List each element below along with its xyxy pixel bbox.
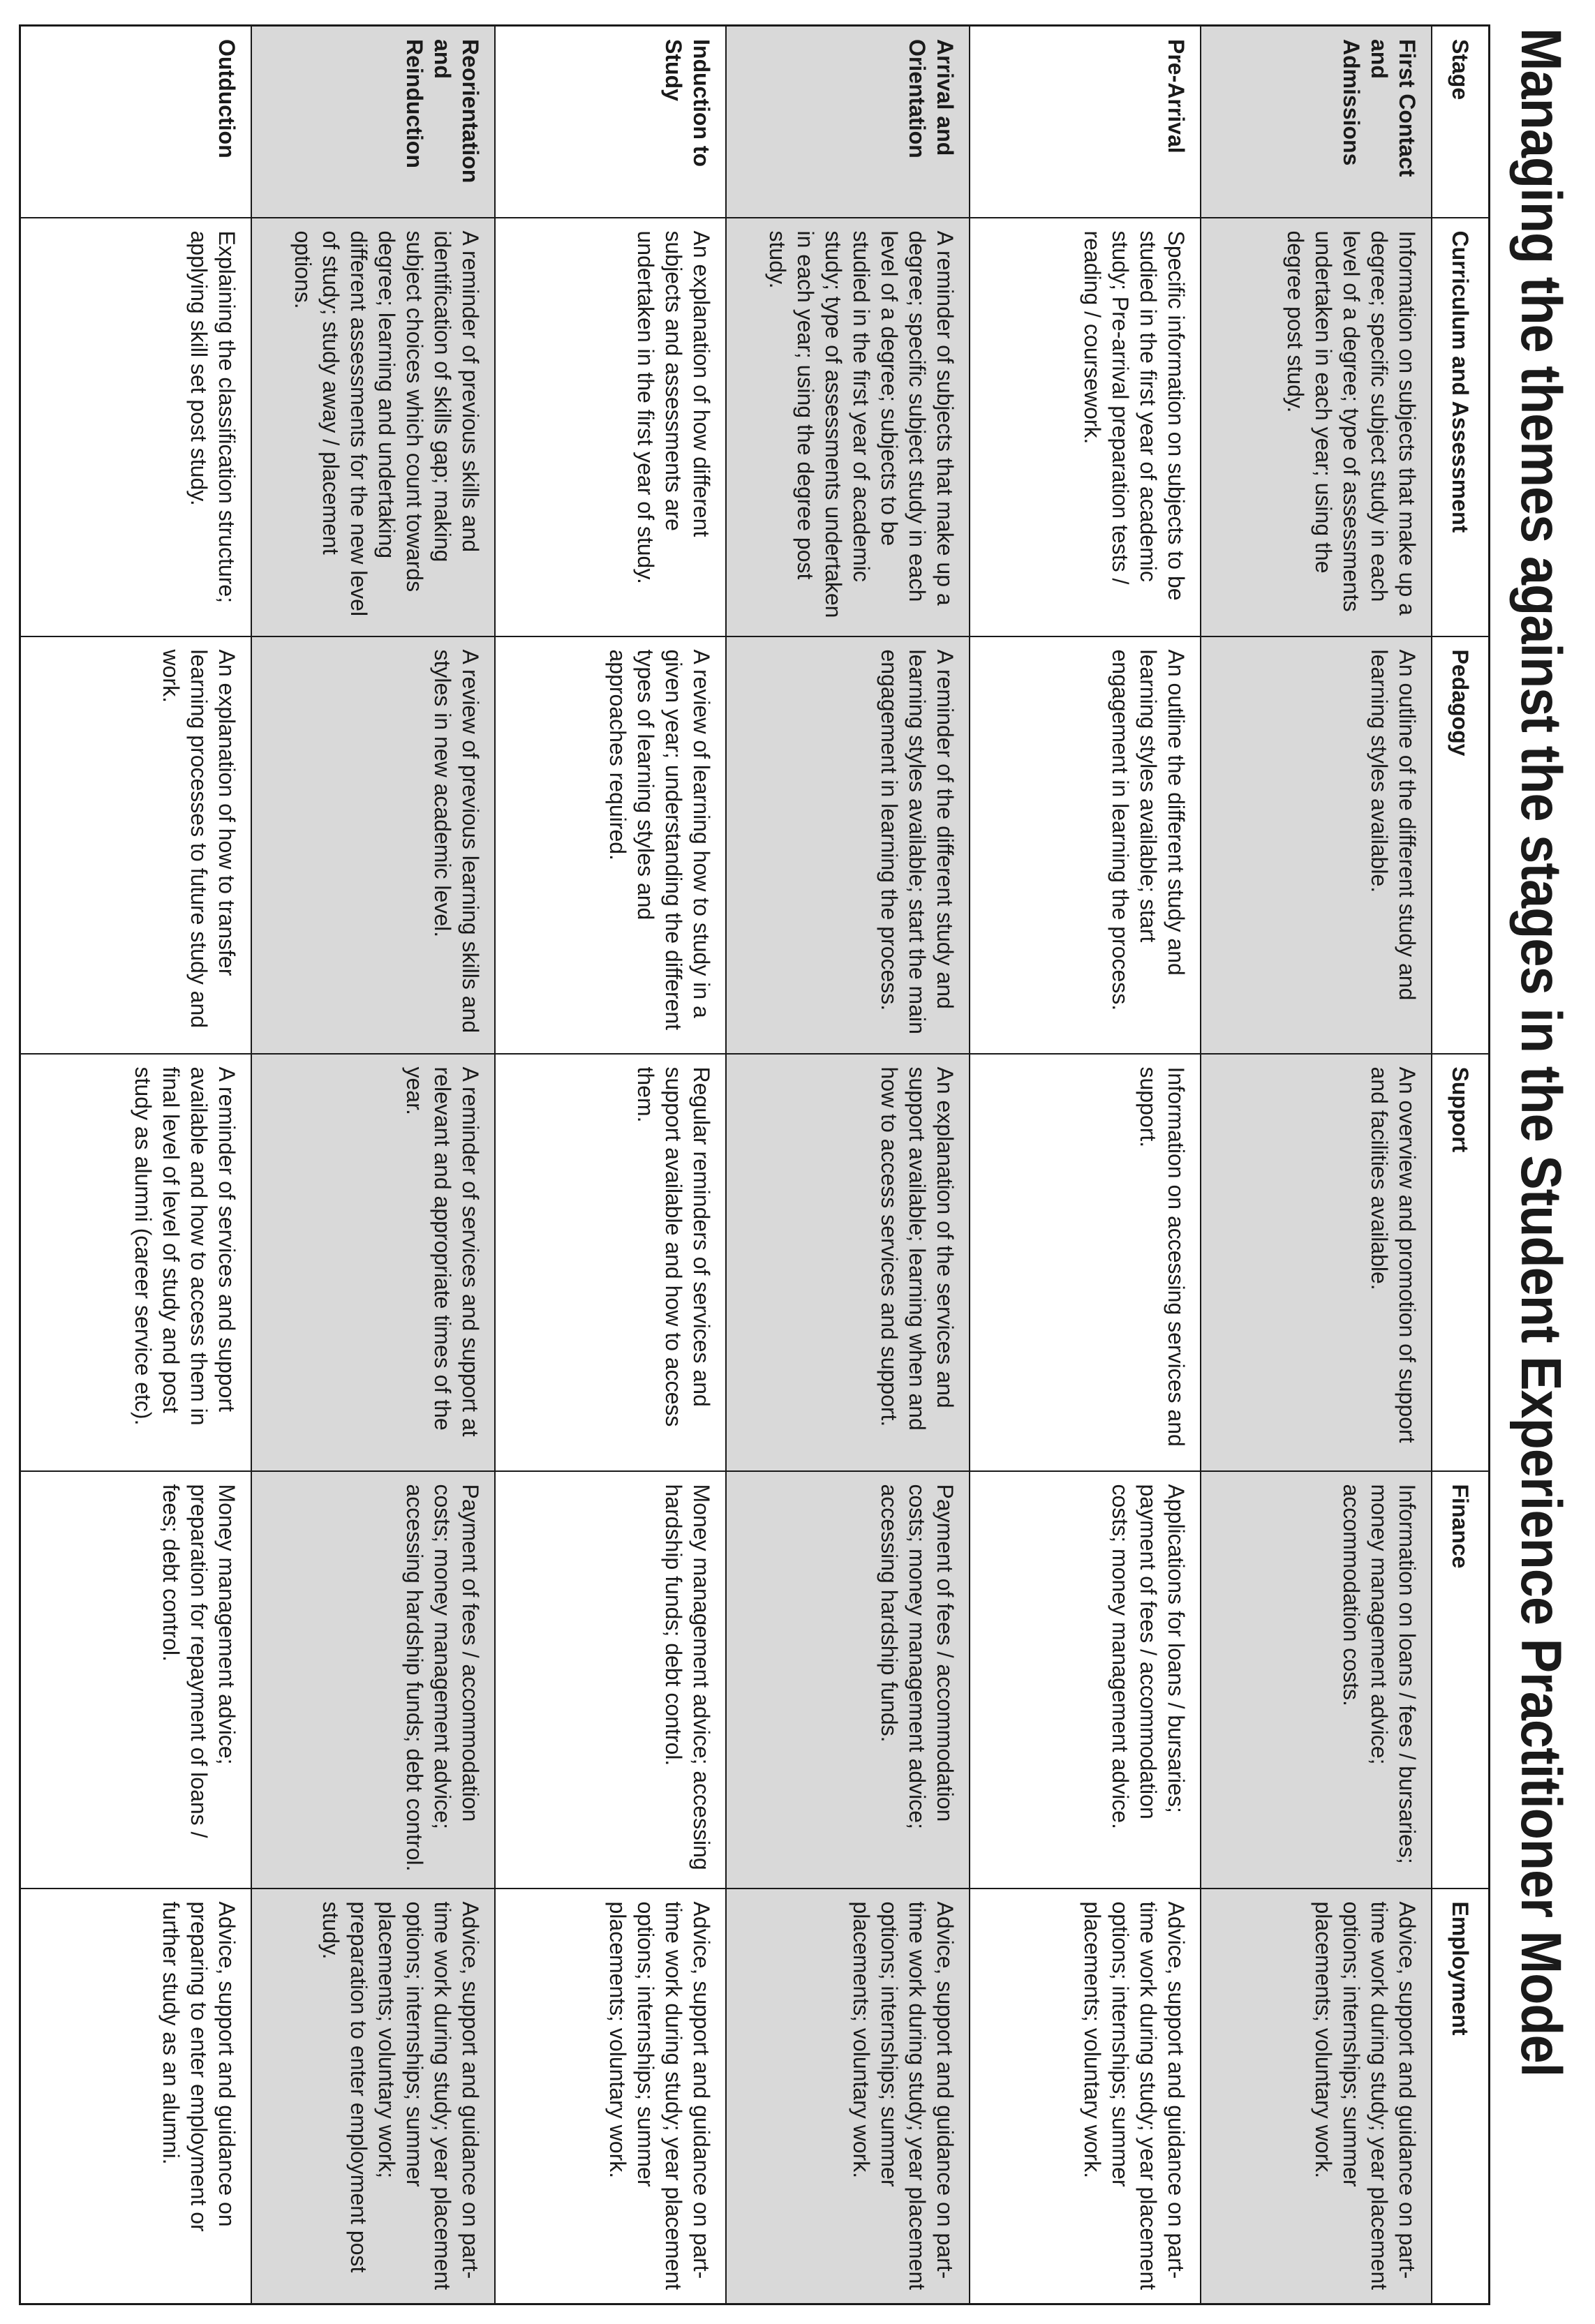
employment-cell: Advice, support and guidance on part-time work during study; year placement options; internships; summer placements; voluntary work. bbox=[495, 1889, 726, 2304]
finance-cell: Money management advice; accessing hardship funds; debt control. bbox=[495, 1471, 726, 1889]
finance-cell: Money management advice; preparation for repayment of loans / fees; debt control. bbox=[20, 1471, 251, 1889]
table-row bbox=[970, 26, 1201, 2304]
table-row bbox=[20, 26, 251, 2304]
pedagogy-cell: An outline the different study and learning styles available; start engagement in learning the process. bbox=[970, 636, 1201, 1054]
stage-cell: Induction to Study bbox=[495, 26, 726, 218]
page-title: Managing the themes against the stages in the Student Experience Practitioner Model bbox=[1509, 28, 1573, 2077]
employment-cell: Advice, support and guidance on preparing to enter employment or further study as an alumni. bbox=[20, 1889, 251, 2304]
header-employment: Employment bbox=[1432, 1889, 1490, 2304]
table-row bbox=[1201, 26, 1432, 2304]
pedagogy-cell: An outline of the different study and learning styles available. bbox=[1201, 636, 1432, 1054]
header-stage: Stage bbox=[1432, 26, 1490, 218]
employment-cell: Advice, support and guidance on part-time work during study; year placement options; internships; summer placements; voluntary work; preparation to enter employment post study. bbox=[251, 1889, 495, 2304]
finance-cell: Applications for loans / bursaries; payment of fees / accommodation costs; money management advice. bbox=[970, 1471, 1201, 1889]
stage-cell: Reorientation and Reinduction bbox=[251, 26, 495, 218]
header-pedagogy: Pedagogy bbox=[1432, 636, 1490, 1054]
pedagogy-cell: A review of previous learning skills and styles in new academic level. bbox=[251, 636, 495, 1054]
finance-cell: Payment of fees / accommodation costs; money management advice; accessing hardship funds. bbox=[726, 1471, 970, 1889]
table-header-row bbox=[1432, 26, 1490, 2304]
employment-cell: Advice, support and guidance on part-time work during study; year placement options; internships; summer placements; voluntary work. bbox=[726, 1889, 970, 2304]
pedagogy-cell: A reminder of the different study and learning styles available; start the main engagement in learning the process. bbox=[726, 636, 970, 1054]
employment-cell: Advice, support and guidance on part-time work during study; year placement options; internships; summer placements; voluntary work. bbox=[1201, 1889, 1432, 2304]
stage-cell: First Contact and Admissions bbox=[1201, 26, 1432, 218]
finance-cell: Information on loans / fees / bursaries; money management advice; accommodation costs. bbox=[1201, 1471, 1432, 1889]
support-cell: Regular reminders of services and support available and how to access them. bbox=[495, 1054, 726, 1471]
stage-cell: Arrival and Orientation bbox=[726, 26, 970, 218]
curriculum-cell: An explanation of how different subjects and assessments are undertaken in the first year of study. bbox=[495, 218, 726, 636]
header-support: Support bbox=[1432, 1054, 1490, 1471]
table-row bbox=[251, 26, 495, 2304]
header-curriculum: Curriculum and Assessment bbox=[1432, 218, 1490, 636]
curriculum-cell: Explaining the classification structure; applying skill set post study. bbox=[20, 218, 251, 636]
themes-stages-table bbox=[19, 24, 1490, 2305]
pedagogy-cell: An explanation of how to transfer learning processes to future study and work. bbox=[20, 636, 251, 1054]
pedagogy-cell: A review of learning how to study in a given year; understanding the different types of learning styles and approaches required. bbox=[495, 636, 726, 1054]
support-cell: An explanation of the services and support available; learning when and how to access services and support. bbox=[726, 1054, 970, 1471]
support-cell: A reminder of services and support available and how to access them in final level of level of study and post study as alumni (career service etc). bbox=[20, 1054, 251, 1471]
support-cell: A reminder of services and support at relevant and appropriate times of the year. bbox=[251, 1054, 495, 1471]
table-row bbox=[495, 26, 726, 2304]
curriculum-cell: Specific information on subjects to be studied in the first year of academic study; Pre-arrival preparation tests / reading / coursework. bbox=[970, 218, 1201, 636]
header-finance: Finance bbox=[1432, 1471, 1490, 1889]
stage-cell: Outduction bbox=[20, 26, 251, 218]
support-cell: An overview and promotion of support and facilities available. bbox=[1201, 1054, 1432, 1471]
curriculum-cell: A reminder of subjects that make up a degree; specific subject study in each level of a degree; subjects to be studied in the first year of academic study; type of assessments undertaken in each year; using the degree post study. bbox=[726, 218, 970, 636]
support-cell: Information on accessing services and support. bbox=[970, 1054, 1201, 1471]
table-row bbox=[726, 26, 970, 2304]
curriculum-cell: Information on subjects that make up a degree; specific subject study in each level of a degree; type of assessments undertaken in each year; using the degree post study. bbox=[1201, 218, 1432, 636]
curriculum-cell: A reminder of previous skills and identification of skills gap; making subject choices which count towards degree; learning and undertaking different assessments for the new level of study; study away / placement options. bbox=[251, 218, 495, 636]
finance-cell: Payment of fees / accommodation costs; money management advice; accessing hardship funds; debt control. bbox=[251, 1471, 495, 1889]
stage-cell: Pre-Arrival bbox=[970, 26, 1201, 218]
employment-cell: Advice, support and guidance on part-time work during study; year placement options; internships; summer placements; voluntary work. bbox=[970, 1889, 1201, 2304]
